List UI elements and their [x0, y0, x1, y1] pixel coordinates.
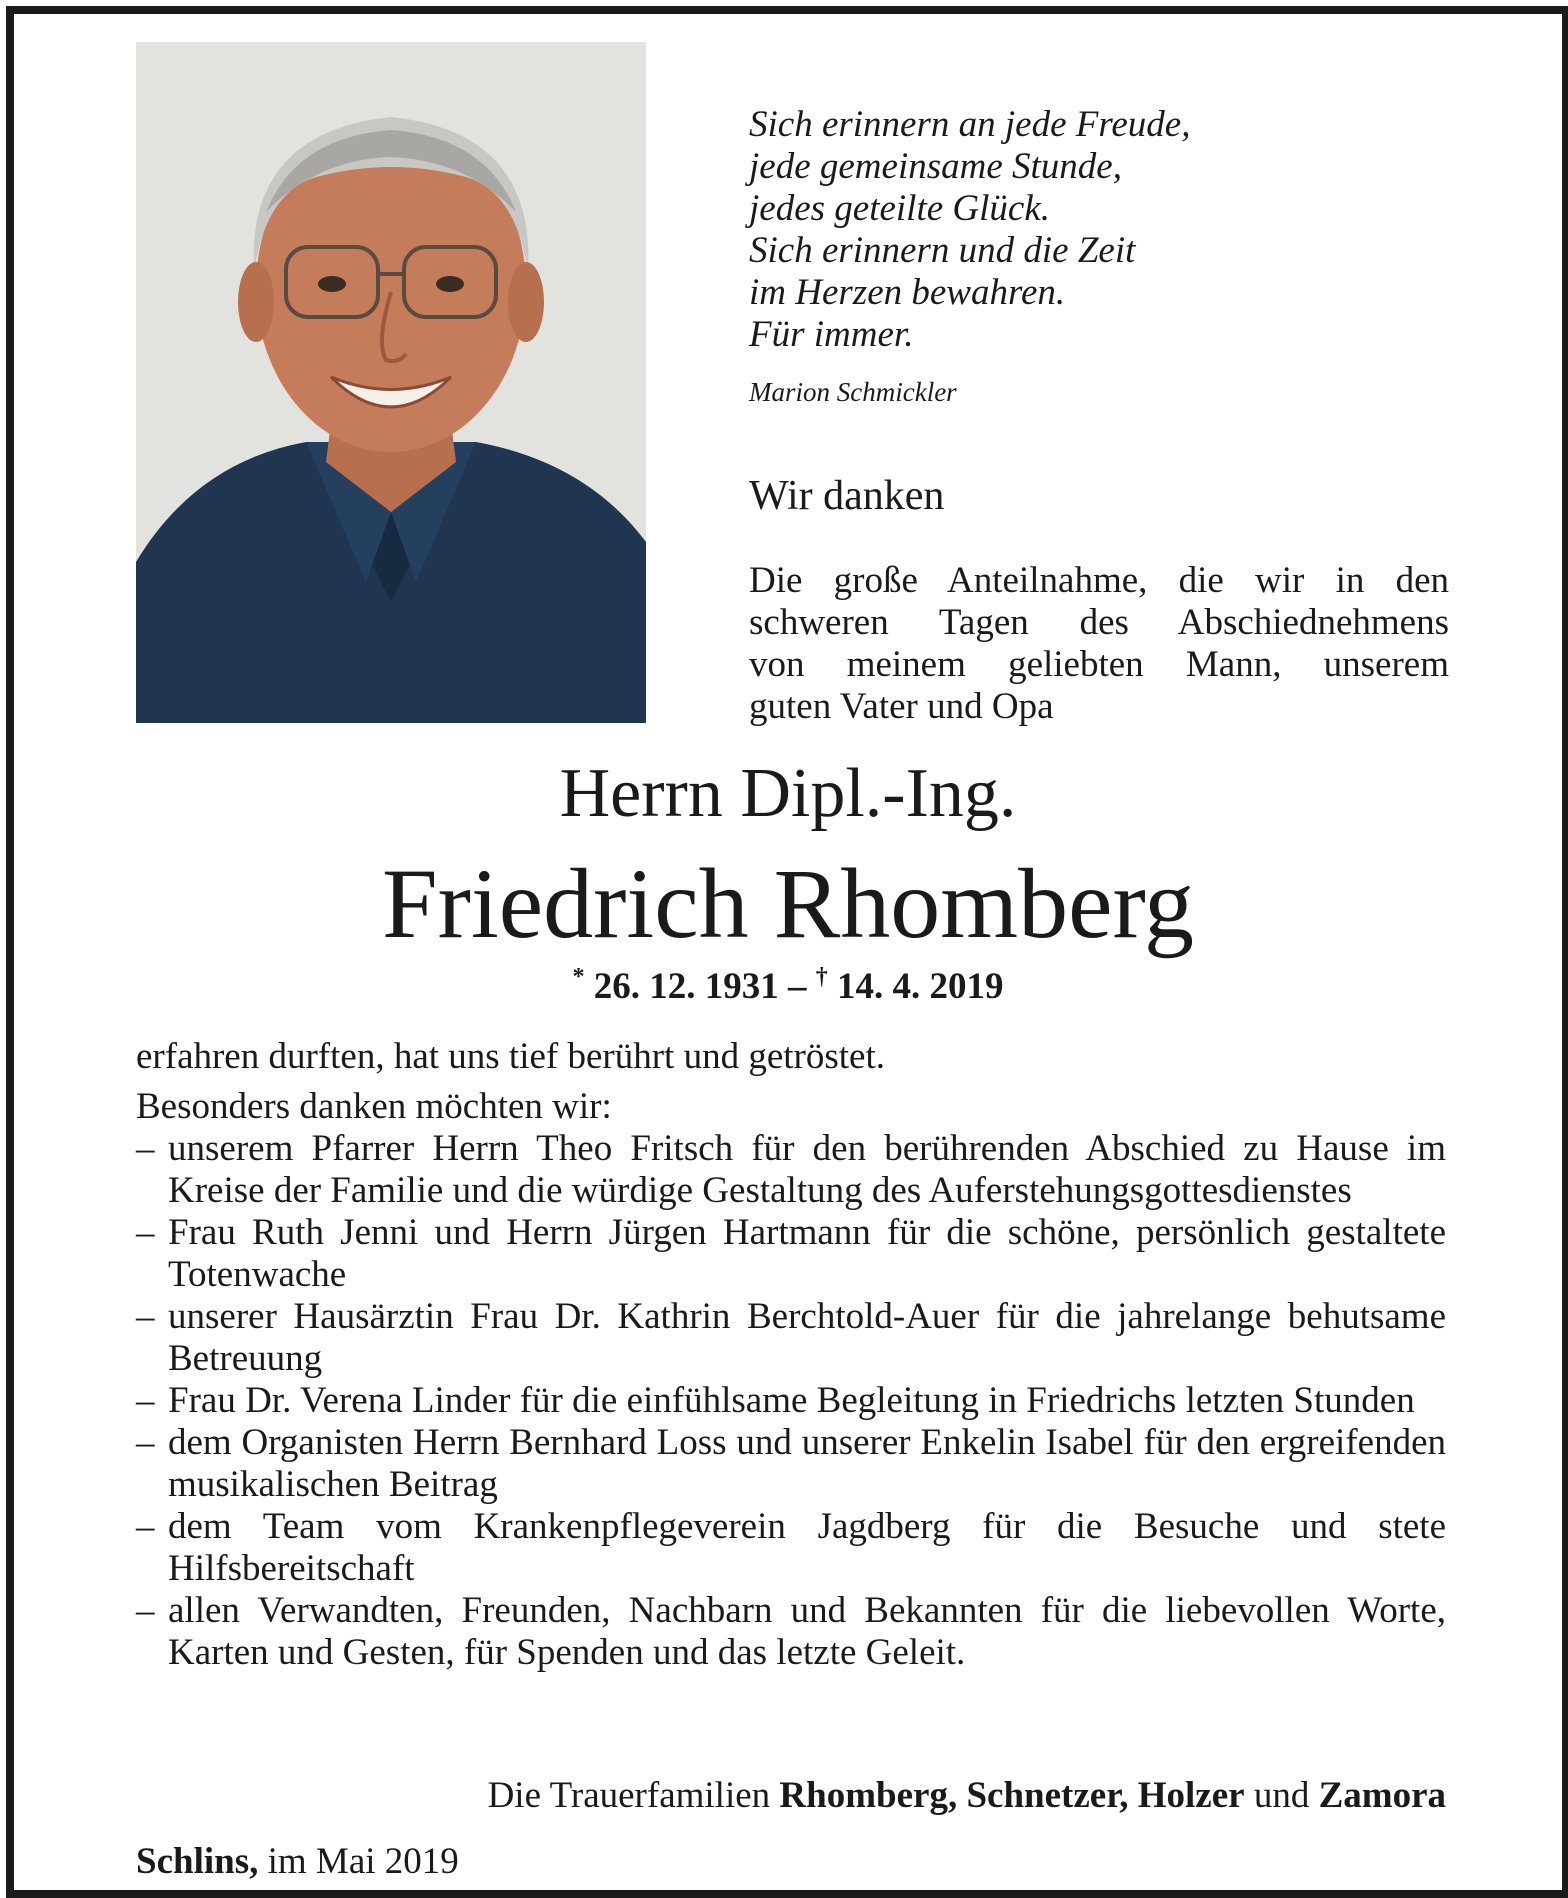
poem-line: jede gemeinsame Stunde,: [749, 146, 1122, 187]
place-date: [136, 1840, 459, 1883]
intro-paragraph: [749, 560, 1449, 728]
family-name: Schnetzer,: [966, 1775, 1129, 1816]
birth-date: 26. 12. 1931: [593, 966, 779, 1007]
intro-line: guten Vater und Opa: [749, 686, 1054, 727]
date-separator: –: [788, 966, 807, 1007]
poem-line: jedes geteilte Glück.: [749, 188, 1051, 229]
list-item: – unserer Hausärztin Frau Dr. Kathrin Berchtold-Auer für die jahrelange behutsame Betreuung: [136, 1296, 1446, 1380]
poem-line: im Herzen bewahren.: [749, 272, 1066, 313]
intro-line: schweren Tagen des Abschiednehmens: [749, 602, 1449, 643]
death-symbol: †: [815, 964, 828, 990]
list-item: – Frau Ruth Jenni und Herrn Jürgen Hartmann für die schöne, persönlich gestaltete Totenwache: [136, 1212, 1446, 1296]
thanks-title: Wir danken: [749, 473, 945, 519]
poem: [749, 104, 1449, 356]
obituary-frame: [6, 6, 1568, 1898]
signature-conjunction: und: [1253, 1775, 1310, 1816]
intro-line: von meinem geliebten Mann, unserem: [749, 644, 1449, 685]
poem-line: Sich erinnern an jede Freude,: [749, 104, 1191, 145]
place-town: Schlins,: [136, 1841, 259, 1882]
list-item: – allen Verwandten, Freunden, Nachbarn und Bekannten für die liebevollen Worte, Karten und Gesten, für Spenden und das letzte Geleit.: [136, 1590, 1446, 1674]
list-item: – unserem Pfarrer Herrn Theo Fritsch für den berührenden Abschied zu Hause im Kreise der Familie und die würdige Gestaltung des Auferstehungsgottesdienstes: [136, 1128, 1446, 1212]
place-date-text: im Mai 2019: [267, 1841, 459, 1882]
poem-line: Für immer.: [749, 314, 914, 355]
poem-author: Marion Schmickler: [749, 377, 957, 407]
thanks-intro: Besonders danken möchten wir:: [136, 1086, 612, 1127]
thanks-list: [136, 1128, 1446, 1674]
portrait-photo: [136, 42, 646, 723]
list-item: – Frau Dr. Verena Linder für die einfühlsame Begleitung in Friedrichs letzten Stunden: [136, 1380, 1446, 1422]
list-item: – dem Organisten Herrn Bernhard Loss und unserer Enkelin Isabel für den ergreifenden musikalischen Beitrag: [136, 1422, 1446, 1506]
poem-line: Sich erinnern und die Zeit: [749, 230, 1136, 271]
birth-symbol: *: [572, 964, 585, 990]
life-dates: [14, 964, 1562, 1008]
family-name: Rhomberg,: [779, 1775, 958, 1816]
deceased-name: Friedrich Rhomberg: [382, 848, 1194, 959]
family-name: Holzer: [1137, 1775, 1245, 1816]
portrait-image: [136, 42, 646, 723]
family-signature: [136, 1774, 1446, 1817]
body-text: erfahren durften, hat uns tief berührt und getröstet.: [136, 1036, 885, 1077]
signature-prefix: Die Trauerfamilien: [487, 1775, 771, 1816]
deceased-honorific: Herrn Dipl.-Ing.: [559, 755, 1017, 832]
death-date: 14. 4. 2019: [837, 966, 1004, 1007]
family-name: Zamora: [1318, 1775, 1446, 1816]
intro-line: Die große Anteilnahme, die wir in den: [749, 560, 1449, 601]
list-item: – dem Team vom Krankenpflegeverein Jagdberg für die Besuche und stete Hilfsbereitschaft: [136, 1506, 1446, 1590]
